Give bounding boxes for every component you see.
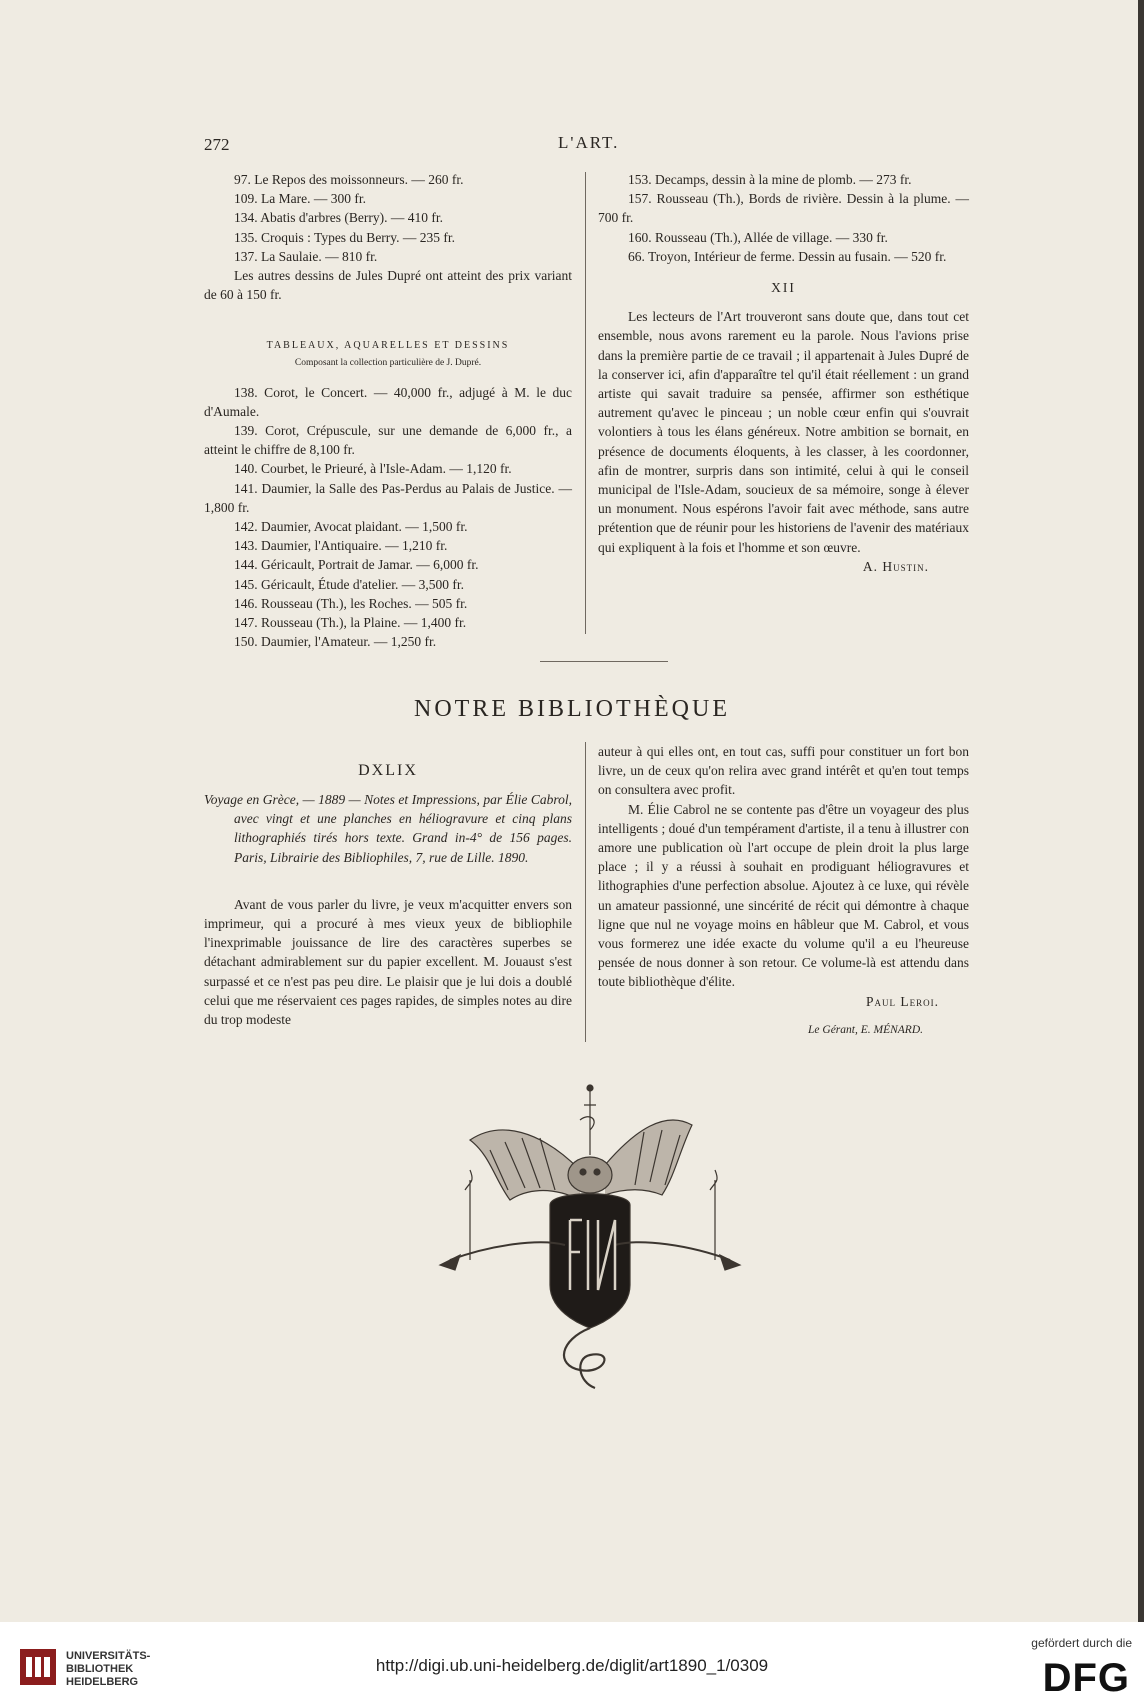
paragraph: Avant de vous parler du livre, je veux m'acquitter envers son imprimeur, qui a procuré à mes vieux yeux de bibliophile l'inexprimable jouissance de lire des caractères superbes se détachant admirablement sur du papier excellent. M. Jouaust s'est surpassé et ce n'est pas peu dire. Le plaisir que je lui dois a doublé celui que me réservaient ces pages rapides, de simples notes au dire du trop modeste [204,896,572,1028]
right-bottom-column [598,742,969,1040]
signature: Paul Leroi. [866,993,939,1009]
section-rule [540,661,668,662]
sale-line: 150. Daumier, l'Amateur. — 1,250 fr. [234,634,437,650]
page-number: 272 [204,135,230,154]
signature: A. Hustin. [862,558,929,574]
section-subtitle: Composant la collection particulière de J. Dupré. [294,357,482,368]
left-top-column [204,170,572,651]
sale-line: 157. Rousseau (Th.), Bords de rivière. Dessin à la plume. — 700 fr. [598,191,969,226]
funding-note: gefördert durch die [1031,1636,1132,1650]
sale-line: 134. Abatis d'arbres (Berry). — 410 fr. [234,210,444,226]
footer-bar [0,1622,1144,1707]
column-divider [585,742,586,1042]
sale-line: 142. Daumier, Avocat plaidant. — 1,500 fr. [234,519,468,535]
citation: Voyage en Grèce, — 1889 — Notes et Impressions, par Élie Cabrol, avec vingt et une planches en héliogravure et cinq plans lithographiés tirés hors texte. Grand in-4° de 156 pages. Paris, Librairie des Bibliophiles, 7, rue de Lille. 1890. [204,792,572,865]
left-bottom-column [204,760,572,1029]
sale-line: 109. La Mare. — 300 fr. [234,191,366,207]
sale-line: 153. Decamps, dessin à la mine de plomb. — 273 fr. [628,172,912,187]
permalink-url[interactable]: http://digi.ub.uni-heidelberg.de/diglit/art1890_1/0309 [375,1656,769,1675]
section-title: TABLEAUX, AQUARELLES ET DESSINS [266,340,510,352]
right-top-column [598,170,969,576]
paragraph: auteur à qui elles ont, en tout cas, suffi pour constituer un fort bon livre, un de ceux qu'on relira avec grand intérêt et qu'en tout temps on consultera avec profit. [598,744,969,798]
sale-line: 147. Rousseau (Th.), la Plaine. — 1,400 fr. [234,615,467,631]
fin-ornament-illustration [430,1070,750,1390]
sale-line: 97. Le Repos des moissonneurs. — 260 fr. [234,172,464,187]
sale-line: 135. Croquis : Types du Berry. — 235 fr. [234,229,456,245]
column-divider [585,172,586,634]
running-title: L'ART. [558,133,620,152]
sale-line: 137. La Saulaie. — 810 fr. [234,248,378,264]
gerant-line: Le Gérant, E. MÉNARD. [808,1023,923,1036]
sale-line: 139. Corot, Crépuscule, sur une demande de 6,000 fr., a atteint le chiffre de 8,100 fr. [204,423,572,458]
library-name-line: UNIVERSITÄTS- [66,1650,151,1662]
page-gutter [1138,0,1144,1622]
sale-line: 141. Daumier, la Salle des Pas-Perdus au Palais de Justice. — 1,800 fr. [204,480,572,515]
section-number: XII [771,280,796,296]
sale-line: 146. Rousseau (Th.), les Roches. — 505 fr. [234,595,468,611]
sale-line: 143. Daumier, l'Antiquaire. — 1,210 fr. [234,538,448,554]
sale-line: 145. Géricault, Étude d'atelier. — 3,500 fr. [234,576,464,592]
paragraph: Les lecteurs de l'Art trouveront sans doute que, dans tout cet ensemble, nous avons rarement eu la parole. Nous l'avions prise dans la première partie de ce travail ; il appartenait à Jules Dupré de la conserver ici, afin d'apparaître tel qu'il était réellement : un grand artiste qui savait traduire sa pensée, affirmer son esthétique autrement qu'avec le pinceau ; un noble cœur enfin qui s'ouvrait volontiers à tous les élans généreux. Notre ambition se bornait, en présence de documents éloquents, à les classer, à les coordonner, afin de montrer, surpris dans son intimité, celui à qui le conseil municipal de l'Isle-Adam, soucieux de sa mémoire, songe à élever un monument. Nous espérons l'avoir fait avec méthode, sans autre prétention que de réunir pour les historiens de l'avenir des matériaux qui expliquent à la fois et l'homme et son œuvre. [598,309,969,555]
paragraph: M. Élie Cabrol ne se contente pas d'être un voyageur des plus intelligents ; doué d'un tempérament d'artiste, il a tenu à illustrer con amore une publication où l'art occupe de plein droit la plus large place ; il y a réussi à souhait en prodiguant héliogravures et lithographies d'une perfection absolue. Ajoutez à ce luxe, qui révèle un amateur passionné, une sincérité de récit qui démontre à chaque ligne que nul ne voyage moins en hâbleur que M. Cabrol, et vous vous formerez une idée exacte du volume qu'il a eu l'heureuse pensée de nous donner à son retour. Ce volume-là est attendu dans toute bibliothèque d'élite. [598,801,969,990]
sale-line: 144. Géricault, Portrait de Jamar. — 6,000 fr. [234,557,479,573]
library-name-line: BIBLIOTHEK [66,1663,134,1675]
sale-line: 138. Corot, le Concert. — 40,000 fr., adjugé à M. le duc d'Aumale. [204,384,572,419]
paragraph: Les autres dessins de Jules Dupré ont atteint des prix variant de 60 à 150 fr. [204,268,572,303]
library-name-line: HEIDELBERG [66,1676,139,1688]
section-heading: NOTRE BIBLIOTHÈQUE [414,696,730,722]
sale-line: 140. Courbet, le Prieuré, à l'Isle-Adam. — 1,120 fr. [234,461,512,477]
review-number: DXLIX [358,762,418,779]
dfg-logo: DFG [1042,1656,1130,1700]
sale-line: 66. Troyon, Intérieur de ferme. Dessin au fusain. — 520 fr. [628,248,947,264]
sale-line: 160. Rousseau (Th.), Allée de village. — 330 fr. [628,229,888,245]
